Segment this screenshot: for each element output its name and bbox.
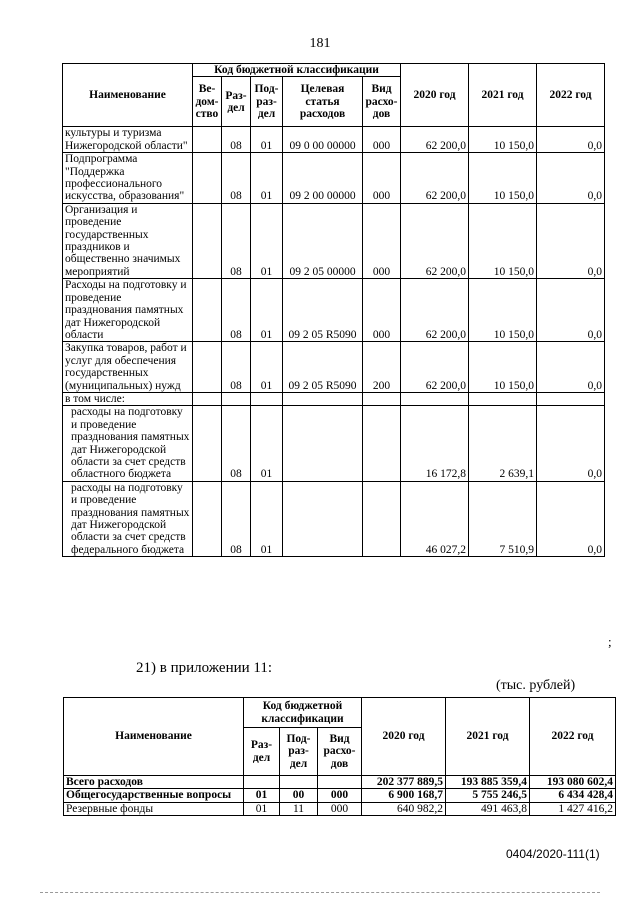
cell-cs: 09 2 00 00000 [283,153,363,204]
cell-name: Резервные фонды [64,802,244,815]
cell-vid [318,776,362,789]
cell-name: Общегосударственные вопросы [64,789,244,802]
col-header-vid: Вид расхо-дов [363,77,401,127]
col2-header-2021: 2021 год [446,698,530,776]
col2-header-2020: 2020 год [362,698,446,776]
cell-name: Расходы на подготовку и проведение празднования памятных дат Нижегородской области [63,279,193,342]
cell-y2021: 10 150,0 [469,153,537,204]
table-row [63,406,605,481]
cell-y2022: 0,0 [537,406,605,481]
table-row [63,203,605,278]
col2-header-razdel: Раз-дел [244,728,280,776]
col-header-2022: 2022 год [537,64,605,127]
cell-podrazdel: 01 [251,153,283,204]
footer-code: 0404/2020-111(1) [506,847,600,861]
table-row [63,127,605,153]
cell-razdel [244,776,280,789]
cell-y2022: 0,0 [537,481,605,556]
cell-y2021: 491 463,8 [446,802,530,815]
cell-podrazdel: 01 [251,481,283,556]
table-row [64,789,616,802]
cell-y2021: 10 150,0 [469,279,537,342]
cell-vid: 000 [318,802,362,815]
cell-y2022: 0,0 [537,203,605,278]
cell-podrazdel: 00 [280,789,318,802]
cell-cs [283,406,363,481]
semicolon: ; [608,634,612,649]
cell-razdel: 08 [222,406,251,481]
cell-cs [283,392,363,405]
cell-razdel: 01 [244,789,280,802]
cell-y2021: 10 150,0 [469,342,537,393]
cell-name: культуры и туризма Нижегородской области" [63,127,193,153]
cell-y2020: 46 027,2 [401,481,469,556]
cell-podrazdel [251,392,283,405]
table-row [63,279,605,342]
table-row [64,802,616,815]
cell-ved [193,153,222,204]
col-header-name: Наименование [63,64,193,127]
cell-y2020: 6 900 168,7 [362,789,446,802]
cell-y2021: 7 510,9 [469,481,537,556]
scan-artifact-line [40,892,600,894]
cell-ved [193,406,222,481]
cell-cs: 09 2 05 R5090 [283,342,363,393]
cell-razdel: 08 [222,153,251,204]
cell-y2022: 0,0 [537,127,605,153]
cell-y2022 [537,392,605,405]
table-row [63,153,605,204]
cell-y2021 [469,392,537,405]
cell-name: расходы на подготовку и проведение празднования памятных дат Нижегородской области за счет средств федерального бюджета [63,481,193,556]
cell-razdel: 08 [222,342,251,393]
cell-vid: 200 [363,342,401,393]
cell-vid [363,406,401,481]
cell-y2022: 0,0 [537,342,605,393]
table-row [63,481,605,556]
cell-vid [363,392,401,405]
cell-y2020: 202 377 889,5 [362,776,446,789]
cell-cs: 09 2 05 R5090 [283,279,363,342]
cell-y2022: 6 434 428,4 [530,789,616,802]
col2-header-2022: 2022 год [530,698,616,776]
cell-y2022: 0,0 [537,279,605,342]
cell-podrazdel: 01 [251,406,283,481]
col2-header-name: Наименование [64,698,244,776]
cell-y2020: 62 200,0 [401,342,469,393]
cell-name: в том числе: [63,392,193,405]
col-header-celevaya: Целевая статья расходов [283,77,363,127]
cell-y2020 [401,392,469,405]
cell-y2020: 62 200,0 [401,279,469,342]
col2-header-podrazdel: Под-раз-дел [280,728,318,776]
cell-name: расходы на подготовку и проведение празднования памятных дат Нижегородской области за счет средств областного бюджета [63,406,193,481]
section-heading: 21) в приложении 11: [136,660,273,676]
cell-name: Всего расходов [64,776,244,789]
cell-y2021: 10 150,0 [469,127,537,153]
cell-ved [193,392,222,405]
cell-y2020: 62 200,0 [401,203,469,278]
units-label: (тыс. рублей) [496,678,576,693]
cell-y2022: 0,0 [537,153,605,204]
col-header-2020: 2020 год [401,64,469,127]
cell-ved [193,342,222,393]
col-header-vedomstvo: Ве-дом-ство [193,77,222,127]
cell-y2022: 1 427 416,2 [530,802,616,815]
cell-ved [193,481,222,556]
col2-header-vid: Вид расхо-дов [318,728,362,776]
cell-vid: 000 [363,153,401,204]
col-header-podrazdel: Под-раз-дел [251,77,283,127]
budget-table-2 [63,697,616,816]
cell-cs [283,481,363,556]
cell-razdel: 01 [244,802,280,815]
cell-y2020: 62 200,0 [401,153,469,204]
cell-razdel: 08 [222,127,251,153]
cell-cs: 09 0 00 00000 [283,127,363,153]
cell-podrazdel: 01 [251,127,283,153]
cell-y2021: 2 639,1 [469,406,537,481]
cell-razdel: 08 [222,279,251,342]
cell-razdel: 08 [222,203,251,278]
budget-table-1 [62,63,605,557]
cell-y2021: 10 150,0 [469,203,537,278]
cell-podrazdel: 11 [280,802,318,815]
cell-ved [193,279,222,342]
cell-y2022: 193 080 602,4 [530,776,616,789]
table-row [64,776,616,789]
cell-podrazdel [280,776,318,789]
cell-podrazdel: 01 [251,203,283,278]
cell-vid [363,481,401,556]
cell-vid: 000 [363,203,401,278]
page-number: 181 [309,36,331,51]
col-header-2021: 2021 год [469,64,537,127]
cell-vid: 000 [318,789,362,802]
cell-name: Закупка товаров, работ и услуг для обеспечения государственных (муниципальных) нужд [63,342,193,393]
cell-podrazdel: 01 [251,279,283,342]
cell-y2020: 640 982,2 [362,802,446,815]
cell-ved [193,203,222,278]
cell-name: Организация и проведение государственных праздников и общественно значимых мероприятий [63,203,193,278]
col-header-razdel: Раз-дел [222,77,251,127]
cell-razdel [222,392,251,405]
cell-y2020: 62 200,0 [401,127,469,153]
cell-y2021: 5 755 246,5 [446,789,530,802]
cell-cs: 09 2 05 00000 [283,203,363,278]
col2-header-code-group: Код бюджетной классификации [244,698,362,728]
table-row [63,392,605,405]
cell-name: Подпрограмма "Поддержка профессионального искусства, образования" [63,153,193,204]
col-header-code-group: Код бюджетной классификации [193,64,401,77]
cell-y2021: 193 885 359,4 [446,776,530,789]
cell-vid: 000 [363,127,401,153]
cell-y2020: 16 172,8 [401,406,469,481]
cell-podrazdel: 01 [251,342,283,393]
table-row [63,342,605,393]
cell-razdel: 08 [222,481,251,556]
cell-ved [193,127,222,153]
cell-vid: 000 [363,279,401,342]
